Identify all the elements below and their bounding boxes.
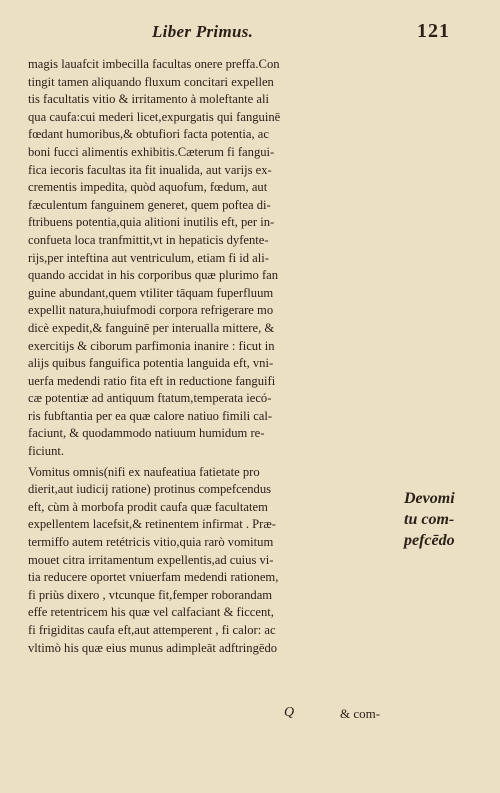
text-line: quando accidat in his corporibus quæ plurimo fan: [28, 268, 279, 283]
signature-mark: Q: [284, 705, 295, 720]
text-line: eft, cùm à morbofa prodit caufa quæ facultatem: [28, 499, 268, 514]
margin-note-line: Devomi: [404, 490, 455, 507]
margin-note-line: pefcēdo: [404, 532, 455, 549]
text-line: alijs quibus fanguifica potentia languida eft, vni-: [28, 356, 274, 371]
text-line: confueta loca tranfmittit,vt in hepaticis dyfente-: [28, 232, 269, 247]
text-line: tingit tamen aliquando fluxum concitari expellen: [28, 74, 274, 89]
text-line: rijs,per inteftina aut ventriculum, etiam fi id ali-: [28, 250, 269, 265]
text-line: fi frigiditas caufa eft,aut attemperent , fi calor: ac: [28, 623, 276, 637]
text-line: ficiunt.: [28, 444, 65, 459]
text-line: cæ potentiæ ad antiquum ftatum,temperata iecó-: [28, 391, 272, 406]
page-number: 121: [417, 20, 450, 42]
text-line: fi priùs dixero , vtcunque fit,femper roborandam: [28, 587, 273, 602]
text-line: boni fucci alimentis exhibitis.Cæterum fi fangui-: [28, 144, 275, 159]
text-line: vltimò his quæ eius munus adimpleāt adftringēdo: [28, 640, 278, 655]
margin-note-line: tu com-: [404, 511, 455, 528]
text-line: uerfa medendi ratio fita eft in reductione fanguifi: [28, 373, 276, 388]
text-line: exercitijs & ciborum parfimonia inanire : ficut in: [28, 338, 275, 353]
text-line: expellentem lacefsit,& retinentem infirmat . Præ-: [28, 517, 276, 532]
text-line: faciunt, & quodammodo natiuum humidum re-: [28, 426, 265, 441]
page-footer: [278, 705, 418, 727]
text-line: dicè expedit,& fanguinē per interualla mittere, &: [28, 320, 275, 335]
text-line: tia reducere oportet vniuerfam medendi rationem,: [28, 570, 279, 585]
text-line: magis lauafcit imbecilla facultas onere preffa.Con: [28, 57, 280, 71]
text-line: Vomitus omnis(nifi ex naufeatiua fatietate pro: [28, 464, 260, 479]
body-text: [28, 56, 408, 657]
catchword: & com-: [340, 706, 381, 721]
paragraph-1: [28, 56, 408, 461]
margin-note: [404, 488, 484, 551]
text-line: crementis impedita, quòd aquofum, fœdum, aut: [28, 180, 268, 195]
text-line: tis facultatis vitio & irritamento à moleftante ali: [28, 92, 269, 107]
page-header: [152, 20, 450, 46]
text-line: termiffo autem retétricis vitio,quia rarò vomitum: [28, 535, 274, 550]
text-line: ris fubftantia per ea quæ calore natiuo fimili cal-: [28, 408, 273, 423]
text-line: mouet citra irritamentum expellentis,ad cuius vi-: [28, 552, 274, 567]
text-line: dierit,aut iudicij ratione) protinus compefcendus: [28, 482, 272, 497]
running-title: Liber Primus.: [152, 22, 254, 41]
text-line: guine abundant,quem vtiliter tāquam fuperfluum: [28, 285, 274, 300]
text-line: ftribuens potentia,quia alitioni inutilis eft, per in-: [28, 215, 275, 230]
text-line: effe retentricem his quæ vel calfaciant & ficcent,: [28, 605, 274, 620]
text-line: qua caufa:cui mederi licet,expurgatis qui fanguinē: [28, 109, 281, 124]
text-line: expellit natura,huiufmodi corpora refrigerare mo: [28, 303, 274, 318]
text-line: fæculentum fanguinem generet, quem poftea di-: [28, 197, 271, 212]
text-line: fica iecoris facultas ita fit inualida, aut varijs ex-: [28, 162, 272, 177]
text-line: fœdant humoribus,& obtufiori facta potentia, ac: [28, 127, 269, 142]
paragraph-2: [28, 464, 408, 658]
